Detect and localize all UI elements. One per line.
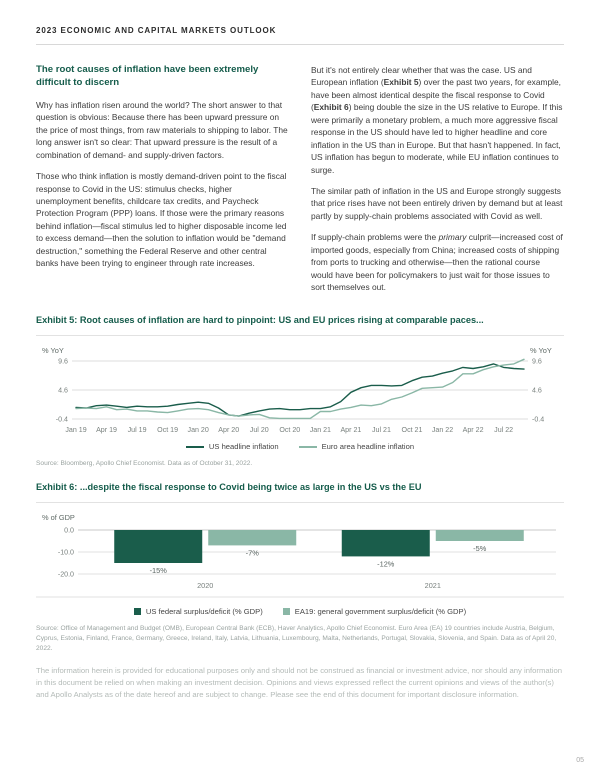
svg-text:-15%: -15% [149, 566, 167, 576]
svg-text:2021: 2021 [424, 581, 441, 591]
svg-text:9.6: 9.6 [532, 357, 542, 366]
legend-label: US federal surplus/deficit (% GDP) [145, 607, 263, 617]
svg-text:9.6: 9.6 [58, 357, 68, 366]
svg-text:-20.0: -20.0 [57, 570, 74, 579]
report-title: 2023 ECONOMIC AND CAPITAL MARKETS OUTLOOK [36, 26, 277, 35]
exhibit-6-legend [36, 607, 564, 616]
ea19-bar-swatch [283, 608, 290, 615]
svg-text:4.6: 4.6 [58, 386, 68, 395]
svg-text:Jul 19: Jul 19 [127, 426, 147, 435]
legend-label: US headline inflation [208, 442, 279, 452]
svg-text:Jul 22: Jul 22 [494, 426, 514, 435]
disclaimer-text: The information herein is provided for educational purposes only and should not be construed as financial or investment advice, nor should any information in this document be relied on when making an investment decision. Opinions and views expressed reflect the current opinions and views of the author(s) and Apollo Analysts as of the date hereof and are subject to change. Please see the end of this document for important disclosure information. [36, 665, 563, 699]
body-paragraph: If supply-chain problems were the primary culprit—increased cost of imported goods, especially from China; increased costs of shipping from ports to trucking and otherwise—then the rational course would have been for policymakers to just wait for those issues to sort themselves out. [311, 232, 563, 292]
svg-text:-0.4: -0.4 [55, 415, 68, 424]
header-divider [36, 44, 564, 45]
svg-text:Oct 21: Oct 21 [401, 426, 423, 435]
section-heading: The root causes of inflation have been extremely difficult to discern [36, 64, 259, 88]
legend-item-ea19-deficit [283, 607, 466, 616]
svg-text:-7%: -7% [245, 548, 259, 558]
exhibit-5 [36, 315, 564, 469]
svg-text:Jan 21: Jan 21 [309, 426, 332, 435]
deficit-bar-chart [36, 512, 564, 604]
svg-text:% YoY: % YoY [530, 346, 552, 356]
left-column [36, 64, 289, 302]
svg-text:-12%: -12% [377, 559, 395, 569]
exhibit-5-title: Exhibit 5: Root causes of inflation are hard to pinpoint: US and EU prices rising at comparable paces... [36, 315, 484, 326]
svg-text:Jan 20: Jan 20 [187, 426, 209, 435]
svg-text:% YoY: % YoY [42, 346, 64, 356]
svg-text:0.0: 0.0 [64, 526, 74, 535]
svg-text:-0.4: -0.4 [532, 415, 545, 424]
exhibit-5-legend [36, 442, 564, 451]
legend-item-us-inflation [186, 442, 279, 451]
svg-text:Jul 21: Jul 21 [371, 426, 391, 435]
us-line-swatch [186, 446, 204, 448]
legend-label: EA19: general government surplus/deficit (% GDP) [294, 607, 467, 617]
us-bar-swatch [134, 608, 141, 615]
body-paragraph: Those who think inflation is mostly demand-driven point to the fiscal response to Covid in the US: stimulus checks, higher unemployment benefits, childcare tax credits, and Paycheck Protection Program (PPP) loans. If those were the primary reasons behind inflation—fiscal stimulus led to higher disposable income led to excess demand—then the solution to inflation would be "demand destruction," something the Federal Reserve and other central banks have been trying to engineer through rate increases. [36, 171, 287, 269]
legend-item-euro-inflation [299, 442, 414, 451]
exhibit-5-divider [36, 335, 564, 336]
exhibit-6-source: Source: Office of Management and Budget (OMB), European Central Bank (ECB), Haver Analytics, Apollo Chief Economist. Euro Area (EA) 19 countries include Austria, Belgium, Cyprus, Estonia, Finland, France, Germany, Greece, Ireland, Italy, Latvia, Lithuania, Luxembourg, Malta, Netherlands, Portugal, Slovakia, Slovenia, and Spain. Data as of April 20, 2022. [36, 625, 557, 653]
body-paragraph: But it's not entirely clear whether that was the case. US and European inflation (Exhibit 5) over the past two years, for example, have been almost identical despite the fiscal response to Covid (Exhibit 6) being double the size in the US relative to Europe. If this were primarily a monetary problem, a much more aggressive fiscal response in the US should have led to higher headline and core inflation in the US than in Europe. But that hasn't happened. In fact, US inflation has begun to moderate, while EU inflation continues to surge. [311, 65, 563, 175]
svg-text:Jan 19: Jan 19 [65, 426, 87, 435]
exhibit-5-source: Source: Bloomberg, Apollo Chief Economist. Data as of October 31, 2022. [36, 460, 253, 468]
svg-text:2020: 2020 [197, 581, 214, 591]
euro-line-swatch [299, 446, 317, 448]
svg-text:Apr 20: Apr 20 [218, 426, 240, 435]
svg-text:Oct 19: Oct 19 [157, 426, 179, 435]
right-column [311, 64, 564, 302]
legend-item-us-deficit [134, 607, 263, 616]
svg-text:% of GDP: % of GDP [42, 513, 75, 523]
body-paragraph: Why has inflation risen around the world? The short answer to that question is obvious: Because there has been upward pressure on the price of most things, from raw materials to shipping to labor. The long answer isn't so clear: That upward pressure is the result of a combination of demand- and supply-driven factors. [36, 99, 288, 160]
exhibit-6-divider [36, 502, 564, 503]
svg-text:Oct 20: Oct 20 [279, 426, 301, 435]
svg-text:-10.0: -10.0 [57, 548, 74, 557]
svg-text:Jul 20: Jul 20 [249, 426, 269, 435]
svg-text:4.6: 4.6 [532, 386, 542, 395]
svg-text:-5%: -5% [473, 544, 487, 554]
svg-text:Apr 22: Apr 22 [462, 426, 484, 435]
svg-text:Apr 21: Apr 21 [340, 426, 362, 435]
exhibit-6 [36, 482, 564, 654]
svg-text:Apr 19: Apr 19 [96, 426, 117, 435]
exhibit-6-title: Exhibit 6: ...despite the fiscal response to Covid being twice as large in the US vs the EU [36, 482, 422, 493]
inflation-line-chart [36, 345, 564, 439]
legend-label: Euro area headline inflation [321, 442, 415, 452]
page-number: 05 [576, 757, 584, 764]
body-paragraph: The similar path of inflation in the US and Europe strongly suggests that price rises have not been entirely driven by demand but at least partly by supply-chain problems associated with Covid as well. [311, 185, 563, 221]
svg-text:Jan 22: Jan 22 [431, 426, 454, 435]
article-body [36, 64, 564, 302]
